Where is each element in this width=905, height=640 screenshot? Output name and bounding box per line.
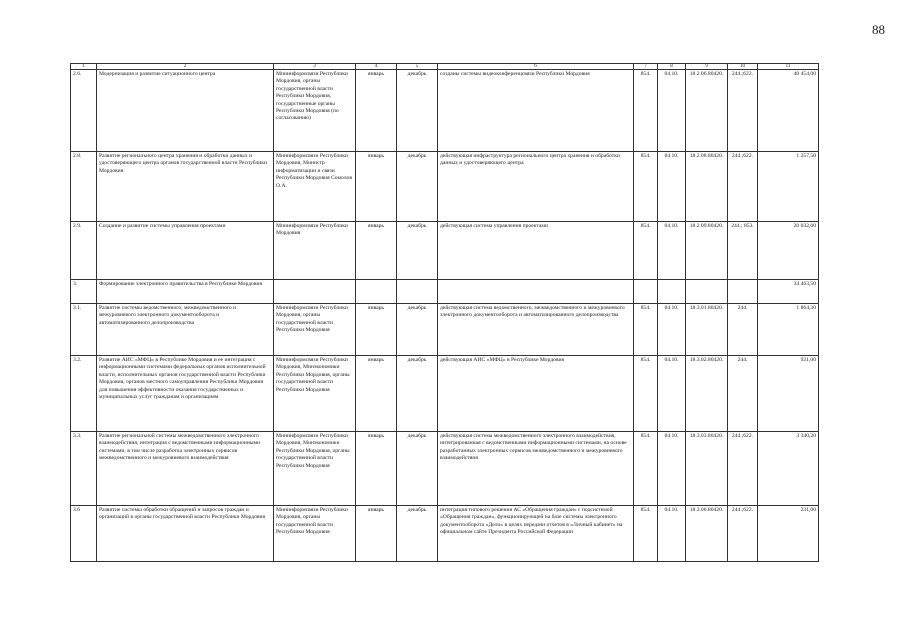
funding-amount-text: 921,00: [800, 357, 816, 363]
expense-type-code: [728, 280, 758, 304]
expense-type-code-text: 244.;622.: [731, 507, 754, 513]
page-number: 88: [872, 22, 885, 37]
start-date: [356, 280, 397, 304]
activity-name: [97, 280, 274, 304]
executor-text: Мининформсвязи Республики Мордовия, Минэкономики Республики Мордовия, органы государственной власти Республики Мордовия: [276, 433, 350, 469]
expense-type-code-text: 244.; 853.: [731, 223, 754, 229]
end-date-text: декабрь: [407, 223, 427, 229]
expense-type-code: [728, 506, 758, 562]
row-number-text: 2.8.: [73, 153, 82, 159]
activity-name-text: Создание и развитие системы управления проектами: [99, 223, 226, 229]
row-number: [71, 152, 97, 222]
table-row: [71, 222, 819, 280]
activity-name: [97, 222, 274, 280]
section-code-text: 04.10.: [664, 507, 679, 513]
row-number-text: 3.2.: [73, 357, 82, 363]
executor-text: Мининформсвязи Республики Мордовия, органы государственной власти Республики Мордовия: [276, 507, 348, 536]
funding-amount: [758, 152, 819, 222]
grbs-code-text: 854.: [640, 223, 651, 229]
executor: [274, 304, 356, 356]
section-code: [658, 152, 686, 222]
section-code-text: 04.10.: [664, 153, 679, 159]
grbs-code: [634, 506, 658, 562]
table-row: [71, 280, 819, 304]
activity-name-text: Развитие системы ведомственного, межведомственного и межуровневого электронного документооборота и автоматизированного делопроизводства: [99, 305, 237, 326]
expense-type-code: [728, 356, 758, 432]
expected-result-text: действующая система межведомственного электронного взаимодействия, интегрированная с ведомственными информационными системами, на основе разработанных электронных сервисов межведомственного и межуровневого взаимодействия: [440, 433, 627, 462]
activity-name: [97, 356, 274, 432]
expected-result: [438, 222, 634, 280]
activity-name: [97, 506, 274, 562]
executor: [274, 280, 356, 304]
section-code-text: 04.10.: [664, 357, 679, 363]
section-code-text: 04.10.: [664, 223, 679, 229]
column-number-1: 1: [71, 64, 97, 70]
target-article-code-text: 18.3.01.80420.: [689, 305, 724, 311]
end-date-text: декабрь: [407, 153, 427, 159]
executor: [274, 70, 356, 152]
executor: [274, 356, 356, 432]
start-date-text: январь: [368, 223, 384, 229]
target-article-code: [686, 506, 728, 562]
row-number-text: 3.: [73, 281, 78, 287]
column-number-10: 10: [728, 64, 758, 70]
start-date-text: январь: [368, 357, 384, 363]
activity-name-text: Развитие системы обработки обращений и запросов граждан и организаций в органы государственной власти Республики Мордовия: [99, 507, 266, 521]
expected-result-text: действующая система ведомственного, межведомственного и межуровневого электронного документооборота и автоматизированного делопроизводства: [440, 305, 625, 319]
target-article-code: [686, 280, 728, 304]
funding-amount: [758, 70, 819, 152]
expected-result: [438, 356, 634, 432]
funding-amount: [758, 506, 819, 562]
expense-type-code: [728, 70, 758, 152]
activity-name-text: Формирование электронного правительства в Республике Мордовия: [99, 281, 263, 287]
target-article-code-text: 18.3.03.80420.: [689, 433, 724, 439]
column-number-9: 9: [686, 64, 728, 70]
end-date-text: декабрь: [407, 305, 427, 311]
activity-name-text: Развитие регионального центра хранения и обработки данных и удостоверяющего центра органов государственной власти Республики Мордовия: [99, 153, 268, 174]
column-number-7: 7: [634, 64, 658, 70]
column-number-2: 2: [97, 64, 274, 70]
section-code-text: 04.10.: [664, 305, 679, 311]
grbs-code: [634, 152, 658, 222]
start-date-text: январь: [368, 153, 384, 159]
grbs-code: [634, 356, 658, 432]
executor-text: Мининформсвязи Республики Мордовия: [276, 223, 348, 237]
grbs-code-text: 854.: [640, 507, 651, 513]
section-code: [658, 356, 686, 432]
end-date: [397, 280, 438, 304]
expense-type-code-text: 244.: [737, 305, 748, 311]
start-date: [356, 152, 397, 222]
section-code: [658, 506, 686, 562]
section-code: [658, 280, 686, 304]
funding-amount-text: 34 463,50: [793, 281, 816, 287]
start-date-text: январь: [368, 71, 384, 77]
expense-type-code: [728, 304, 758, 356]
row-number-text: 3.6: [73, 507, 80, 513]
row-number-text: 2.6.: [73, 71, 82, 77]
activity-name: [97, 70, 274, 152]
funding-amount: [758, 356, 819, 432]
target-article-code: [686, 432, 728, 506]
table-row: [71, 304, 819, 356]
funding-amount: [758, 304, 819, 356]
table-row: [71, 70, 819, 152]
funding-amount-text: 1 257,50: [796, 153, 816, 159]
end-date-text: декабрь: [407, 357, 427, 363]
end-date-text: декабрь: [407, 71, 427, 77]
expected-result-text: действующая система управления проектами: [440, 223, 548, 229]
grbs-code: [634, 304, 658, 356]
section-code: [658, 70, 686, 152]
grbs-code: [634, 70, 658, 152]
end-date: [397, 222, 438, 280]
grbs-code: [634, 280, 658, 304]
row-number-text: 2.9.: [73, 223, 82, 229]
funding-amount-text: 3 340,20: [796, 433, 816, 439]
executor-text: Мининформсвязи Республики Мордовия, Минэкономики Республики Мордовия, органы государственной власти Республики Мордовия: [276, 357, 350, 393]
table-row: [71, 152, 819, 222]
executor: [274, 506, 356, 562]
row-number: [71, 280, 97, 304]
target-article-code: [686, 70, 728, 152]
expected-result-text: действующая инфраструктура регионального центра хранения и обработки данных и удостоверяющего центра: [440, 153, 620, 167]
target-article-code-text: 18.2.06.80420.: [689, 71, 724, 77]
row-number: [71, 506, 97, 562]
start-date: [356, 304, 397, 356]
expected-result-text: интеграция типового решения АС «Обращения граждан» с подсистемой «Обращения граждан», функционирующей на базе системы электронного документооборота «Дело» в целях передачи отчетов в «Личный кабинет» на официальном сайте Президента Российской Федерации: [440, 507, 623, 536]
column-number-8: 8: [658, 64, 686, 70]
row-number: [71, 70, 97, 152]
start-date: [356, 432, 397, 506]
expected-result-text: созданы системы видеоконференцсвязи Республики Мордовия: [440, 71, 590, 77]
activity-name: [97, 432, 274, 506]
executor-text: Мининформсвязи Республики Мордовия, органы государственной власти Республики Мордовия, государственные органы Республики Мордовия (по согласованию): [276, 71, 348, 122]
expense-type-code-text: 244.;622.: [731, 153, 754, 159]
row-number-text: 3.3.: [73, 433, 82, 439]
expense-type-code: [728, 222, 758, 280]
expected-result: [438, 280, 634, 304]
row-number: [71, 432, 97, 506]
grbs-code-text: 854.: [640, 305, 651, 311]
column-number-5: 5: [397, 64, 438, 70]
expected-result: [438, 152, 634, 222]
section-code: [658, 222, 686, 280]
table-row: [71, 432, 819, 506]
expected-result: [438, 506, 634, 562]
section-code: [658, 304, 686, 356]
end-date-text: декабрь: [407, 507, 427, 513]
row-number: [71, 304, 97, 356]
funding-amount: [758, 280, 819, 304]
target-article-code: [686, 356, 728, 432]
expected-result-text: действующая АИС «МФЦ» в Республике Мордовия: [440, 357, 565, 363]
activity-name: [97, 304, 274, 356]
grbs-code-text: 854.: [640, 433, 651, 439]
end-date: [397, 506, 438, 562]
grbs-code-text: 854.: [640, 153, 651, 159]
target-article-code-text: 18.3.06.80420.: [689, 507, 724, 513]
executor: [274, 222, 356, 280]
start-date-text: январь: [368, 507, 384, 513]
row-number-text: 3.1.: [73, 305, 82, 311]
funding-amount-text: 231,00: [800, 507, 816, 513]
expected-result: [438, 70, 634, 152]
grbs-code-text: 854.: [640, 357, 651, 363]
start-date: [356, 70, 397, 152]
end-date: [397, 304, 438, 356]
program-activities-table: [70, 63, 819, 562]
funding-amount-text: 1 864,30: [796, 305, 816, 311]
funding-amount: [758, 222, 819, 280]
expense-type-code-text: 244.;622.: [731, 71, 754, 77]
target-article-code-text: 18.2.08.80420.: [689, 153, 724, 159]
target-article-code: [686, 304, 728, 356]
target-article-code-text: 18.3.02.80420.: [689, 357, 724, 363]
section-code-text: 04.10.: [664, 71, 679, 77]
column-number-6: 6: [438, 64, 634, 70]
funding-amount: [758, 432, 819, 506]
grbs-code-text: 854.: [640, 71, 651, 77]
end-date: [397, 432, 438, 506]
executor-text: Мининформсвязи Республики Мордовия, Министр информатизации и связи Республики Мордовия Сомолов О.А.: [276, 153, 352, 189]
funding-amount-text: 20 032,60: [793, 223, 816, 229]
section-code-text: 04.10.: [664, 433, 679, 439]
table-row: [71, 506, 819, 562]
start-date: [356, 222, 397, 280]
target-article-code: [686, 222, 728, 280]
grbs-code: [634, 222, 658, 280]
expense-type-code-text: 244.: [737, 357, 748, 363]
row-number: [71, 356, 97, 432]
end-date: [397, 356, 438, 432]
funding-amount-text: 40 454,00: [793, 71, 816, 77]
column-number-11: 11: [758, 64, 819, 70]
expense-type-code-text: 244.;622.: [731, 433, 754, 439]
executor: [274, 152, 356, 222]
start-date: [356, 506, 397, 562]
executor: [274, 432, 356, 506]
activity-name-text: Модернизация и развитие ситуационного центра: [99, 71, 216, 77]
column-number-4: 4: [356, 64, 397, 70]
start-date-text: январь: [368, 433, 384, 439]
target-article-code-text: 18.2.09.80420.: [689, 223, 724, 229]
activity-name-text: Развитие региональной системы межведомственного электронного взаимодействия, интеграция с ведомственными информационными системами, в том числе разработка электронных сервисов межведомственного и межуровневого взаимодействия: [99, 433, 261, 462]
target-article-code: [686, 152, 728, 222]
grbs-code: [634, 432, 658, 506]
activity-name: [97, 152, 274, 222]
activity-name-text: Развитие АИС «МФЦ» в Республике Мордовия и ее интеграция с информационными системами федеральных органов исполнительной власти, исполнительных органов государственной власти Республики Мордовия, органов местного самоуправления Республики Мордовия для повышения эффективности оказания государственных и муниципальных услуг гражданам и организациям: [99, 357, 266, 400]
expense-type-code: [728, 432, 758, 506]
start-date-text: январь: [368, 305, 384, 311]
column-number-3: 3: [274, 64, 356, 70]
executor-text: Мининформсвязи Республики Мордовия, органы государственной власти Республики Мордовия: [276, 305, 348, 334]
end-date: [397, 70, 438, 152]
end-date: [397, 152, 438, 222]
section-code: [658, 432, 686, 506]
expense-type-code: [728, 152, 758, 222]
end-date-text: декабрь: [407, 433, 427, 439]
start-date: [356, 356, 397, 432]
table-row: [71, 356, 819, 432]
expected-result: [438, 304, 634, 356]
row-number: [71, 222, 97, 280]
expected-result: [438, 432, 634, 506]
